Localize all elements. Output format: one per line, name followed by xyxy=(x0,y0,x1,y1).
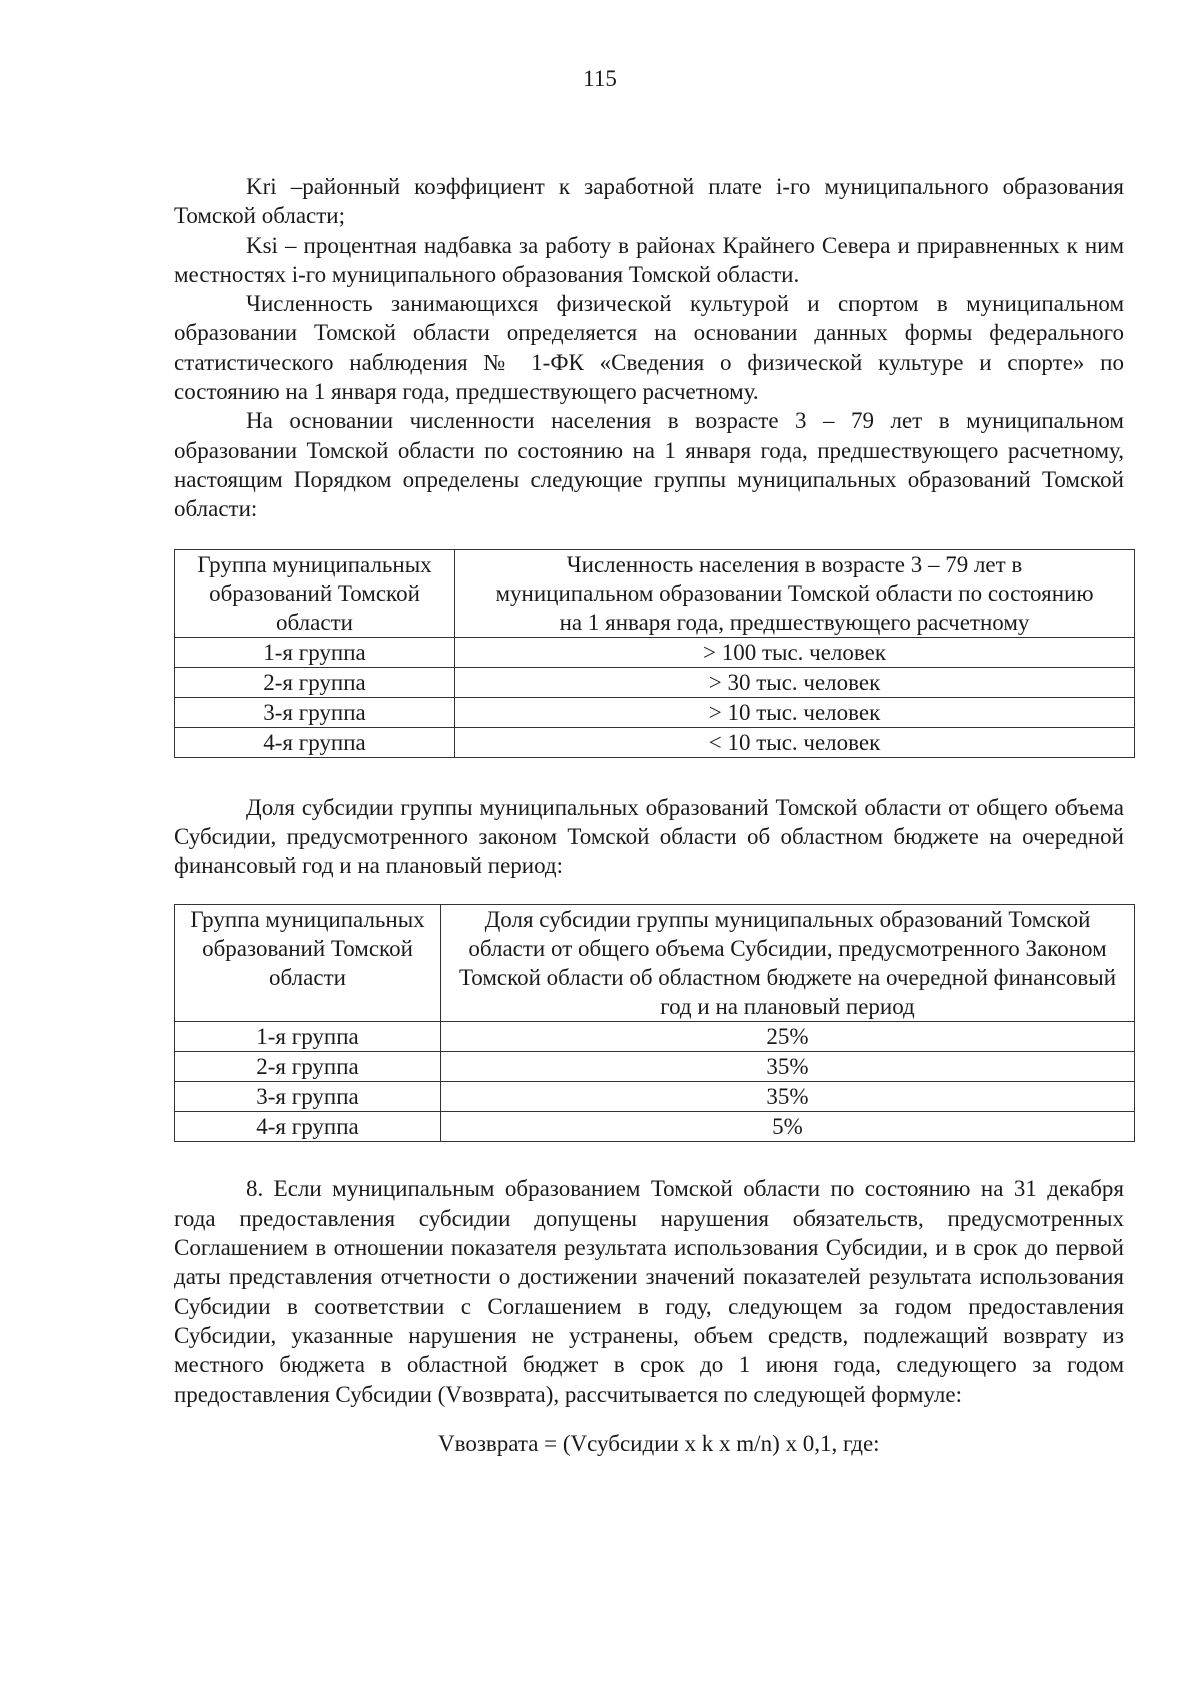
table-row xyxy=(175,697,1135,727)
table-header-cell: Группа муниципальных образований Томской области xyxy=(175,905,441,1022)
page-number: 115 xyxy=(583,66,617,91)
document-body xyxy=(174,172,1124,1458)
table-cell: 25% xyxy=(441,1022,1135,1052)
table-cell: 5% xyxy=(441,1112,1135,1142)
subsidy-share-table xyxy=(174,904,1135,1142)
population-groups-table xyxy=(174,549,1135,758)
table-header-row xyxy=(175,549,1135,637)
table-cell: 1-я группа xyxy=(175,637,455,667)
table-cell: 35% xyxy=(441,1052,1135,1082)
table-cell: > 10 тыс. человек xyxy=(455,697,1135,727)
table-cell: 2-я группа xyxy=(175,1052,441,1082)
table-header-cell: Численность населения в возрасте 3 – 79 лет в муниципальном образовании Томской области по состоянию на 1 января года, предшествующего расчетному xyxy=(455,549,1135,637)
paragraph-item-8: 8. Если муниципальным образованием Томской области по состоянию на 31 декабря года предоставления субсидии допущены нарушения обязательств, предусмотренных Соглашением в отношении показателя результата использования Субсидии, и в срок до первой даты представления отчетности о достижении значений показателей результата использования Субсидии в соответствии с Соглашением в году, следующем за годом предоставления Субсидии, указанные нарушения не устранены, объем средств, подлежащий возврату из местного бюджета в областной бюджет в срок до 1 июня года, следующего за годом предоставления Субсидии (Vвозврата), рассчитывается по следующей формуле: xyxy=(174,1176,1124,1407)
table-cell: 4-я группа xyxy=(175,1112,441,1142)
table-cell: 4-я группа xyxy=(175,727,455,757)
paragraph-kri: Kri –районный коэффициент к заработной плате i-го муниципального образования Томской области; xyxy=(174,174,1124,229)
table-cell: < 10 тыс. человек xyxy=(455,727,1135,757)
table-header-cell: Группа муниципальных образований Томской области xyxy=(175,549,455,637)
table-header-cell: Доля субсидии группы муниципальных образований Томской области от общего объема Субсидии, предусмотренного Законом Томской области об областном бюджете на очередной финансовый год и на плановый период xyxy=(441,905,1135,1022)
table-row xyxy=(175,1022,1135,1052)
paragraph-ksi: Ksi – процентная надбавка за работу в районах Крайнего Севера и приравненных к ним местностях i-го муниципального образования Томской области. xyxy=(174,232,1124,287)
table-cell: > 100 тыс. человек xyxy=(455,637,1135,667)
table-row xyxy=(175,1082,1135,1112)
table-row xyxy=(175,727,1135,757)
table-row xyxy=(175,1052,1135,1082)
table-cell: 3-я группа xyxy=(175,697,455,727)
table-cell: 35% xyxy=(441,1082,1135,1112)
table-row xyxy=(175,637,1135,667)
table-row xyxy=(175,667,1135,697)
paragraph-sport-count: Численность занимающихся физической культурой и спортом в муниципальном образовании Томской области определяется на основании данных формы федерального статистического наблюдения № 1-ФК «Сведения о физической культуре и спорте» по состоянию на 1 января года, предшествующего расчетному. xyxy=(174,291,1124,405)
table-cell: 1-я группа xyxy=(175,1022,441,1052)
table-row xyxy=(175,1112,1135,1142)
table-header-row xyxy=(175,905,1135,1022)
paragraph-groups-intro: На основании численности населения в возрасте 3 – 79 лет в муниципальном образовании Томской области по состоянию на 1 января года, предшествующего расчетному, настоящим Порядком определены следующие группы муниципальных образований Томской области: xyxy=(174,408,1124,522)
formula: Vвозврата = (Vсубсидии x k x m/n) x 0,1, где: xyxy=(438,1430,880,1456)
table-cell: > 30 тыс. человек xyxy=(455,667,1135,697)
paragraph-share-intro: Доля субсидии группы муниципальных образований Томской области от общего объема Субсидии, предусмотренного законом Томской области об областном бюджете на очередной финансовый год и на плановый период: xyxy=(174,794,1124,879)
table-cell: 3-я группа xyxy=(175,1082,441,1112)
table-cell: 2-я группа xyxy=(175,667,455,697)
